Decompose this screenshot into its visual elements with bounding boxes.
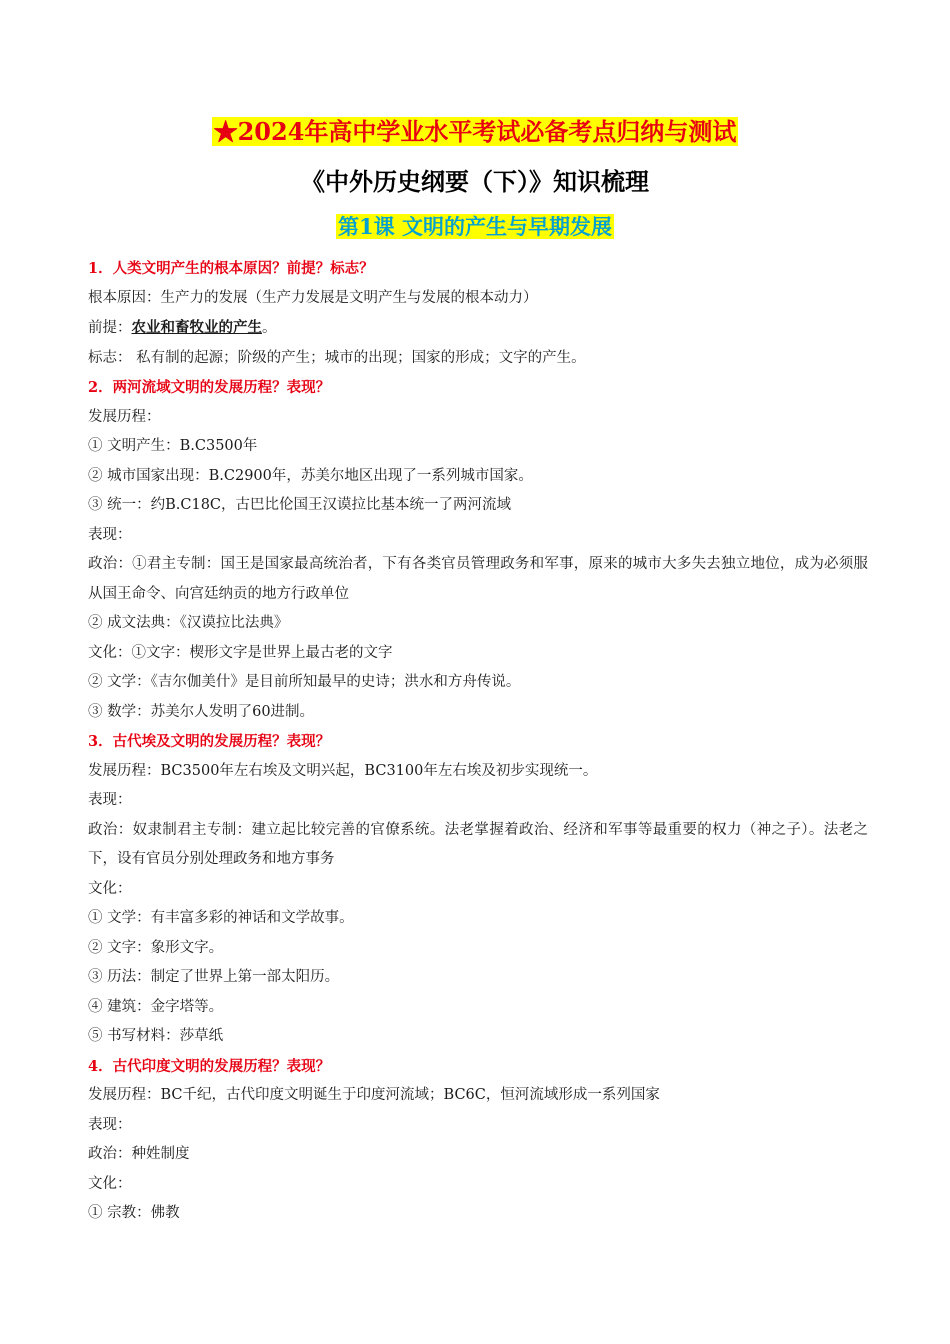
q2-performance-label: 表现： [88,526,132,543]
q3-culture-label: 文化： [88,880,132,897]
lesson-title-text: 第1课 文明的产生与早期发展 [338,214,612,239]
q3-history: 发展历程：BC3500年左右埃及文明兴起，BC3100年左右埃及初步实现统一。 [88,762,598,779]
document-subtitle: 《中外历史纲要（下）》知识梳理 [301,167,649,196]
q1-premise-label: 前提： [88,320,132,336]
q2-culture-2: ② 文学：《吉尔伽美什》是目前所知最早的史诗；洪水和方舟传说。 [88,674,521,690]
document-title-text: ★2024年高中学业水平考试必备考点归纳与测试 [213,117,737,146]
q3-performance-label: 表现： [88,792,132,808]
q1-premise-end: 。 [262,320,277,336]
q4-history: 发展历程：BC千纪，古代印度文明诞生于印度河流域；BC6C，恒河流域形成一系列国家 [88,1087,660,1103]
q2-history-label: 发展历程： [88,408,161,425]
q1-premise [88,313,868,344]
q4-culture-1: ① 宗教：佛教 [88,1205,180,1221]
q2-culture-1: 文化：①文字：楔形文字是世界上最古老的文字 [88,644,393,661]
question-4-heading: 4．古代印度文明的发展历程？表现？ [88,1057,331,1075]
q1-root-cause: 根本原因：生产力的发展（生产力发展是文明产生与发展的根本动力） [88,289,538,306]
q1-signs: 标志： 私有制的起源；阶级的产生；城市的出现；国家的形成；文字的产生。 [88,349,586,366]
question-3-heading: 3．古代埃及文明的发展历程？表现？ [88,733,331,750]
q3-politics: 政治：奴隶制君主专制：建立起比较完善的官僚系统。法老掌握着政治、经济和军事等最重要的权力（神之子）。法老之下，设有官员分别处理政务和地方事务 [88,821,868,867]
question-2-heading: 2．两河流域文明的发展历程？表现？ [88,379,331,396]
document-title [0,112,950,147]
lesson-title [0,211,950,241]
document-body [88,254,868,1229]
q4-performance-label: 表现： [88,1116,132,1133]
q3-culture-5: ⑤ 书写材料：莎草纸 [88,1028,224,1044]
q4-culture-label: 文化： [88,1175,132,1192]
q3-culture-4: ④ 建筑：金字塔等。 [88,998,224,1015]
q2-culture-3: ③ 数学：苏美尔人发明了60进制。 [88,703,315,720]
q3-culture-2: ② 文字：象形文字。 [88,939,224,956]
q4-politics: 政治：种姓制度 [88,1146,190,1162]
q3-culture-1: ① 文学：有丰富多彩的神话和文学故事。 [88,910,354,926]
question-1-heading: 1．人类文明产生的根本原因？前提？标志？ [88,260,374,277]
q2-politics: 政治：①君主专制：国王是国家最高统治者，下有各类官员管理政务和军事，原来的城市大多失去独立地位，成为必须服从国王命令、向宫廷纳贡的地方行政单位 [88,556,868,602]
q2-history-item-3: ③ 统一：约B.C18C，古巴比伦国王汉谟拉比基本统一了两河流域 [88,497,512,513]
q2-law: ② 成文法典：《汉谟拉比法典》 [88,615,289,631]
q1-premise-value: 农业和畜牧业的产生 [131,319,262,336]
q2-history-item-1: ① 文明产生：B.C3500年 [88,438,258,454]
q3-culture-3: ③ 历法：制定了世界上第一部太阳历。 [88,969,340,985]
q2-history-item-2: ② 城市国家出现：B.C2900年，苏美尔地区出现了一系列城市国家。 [88,467,533,484]
